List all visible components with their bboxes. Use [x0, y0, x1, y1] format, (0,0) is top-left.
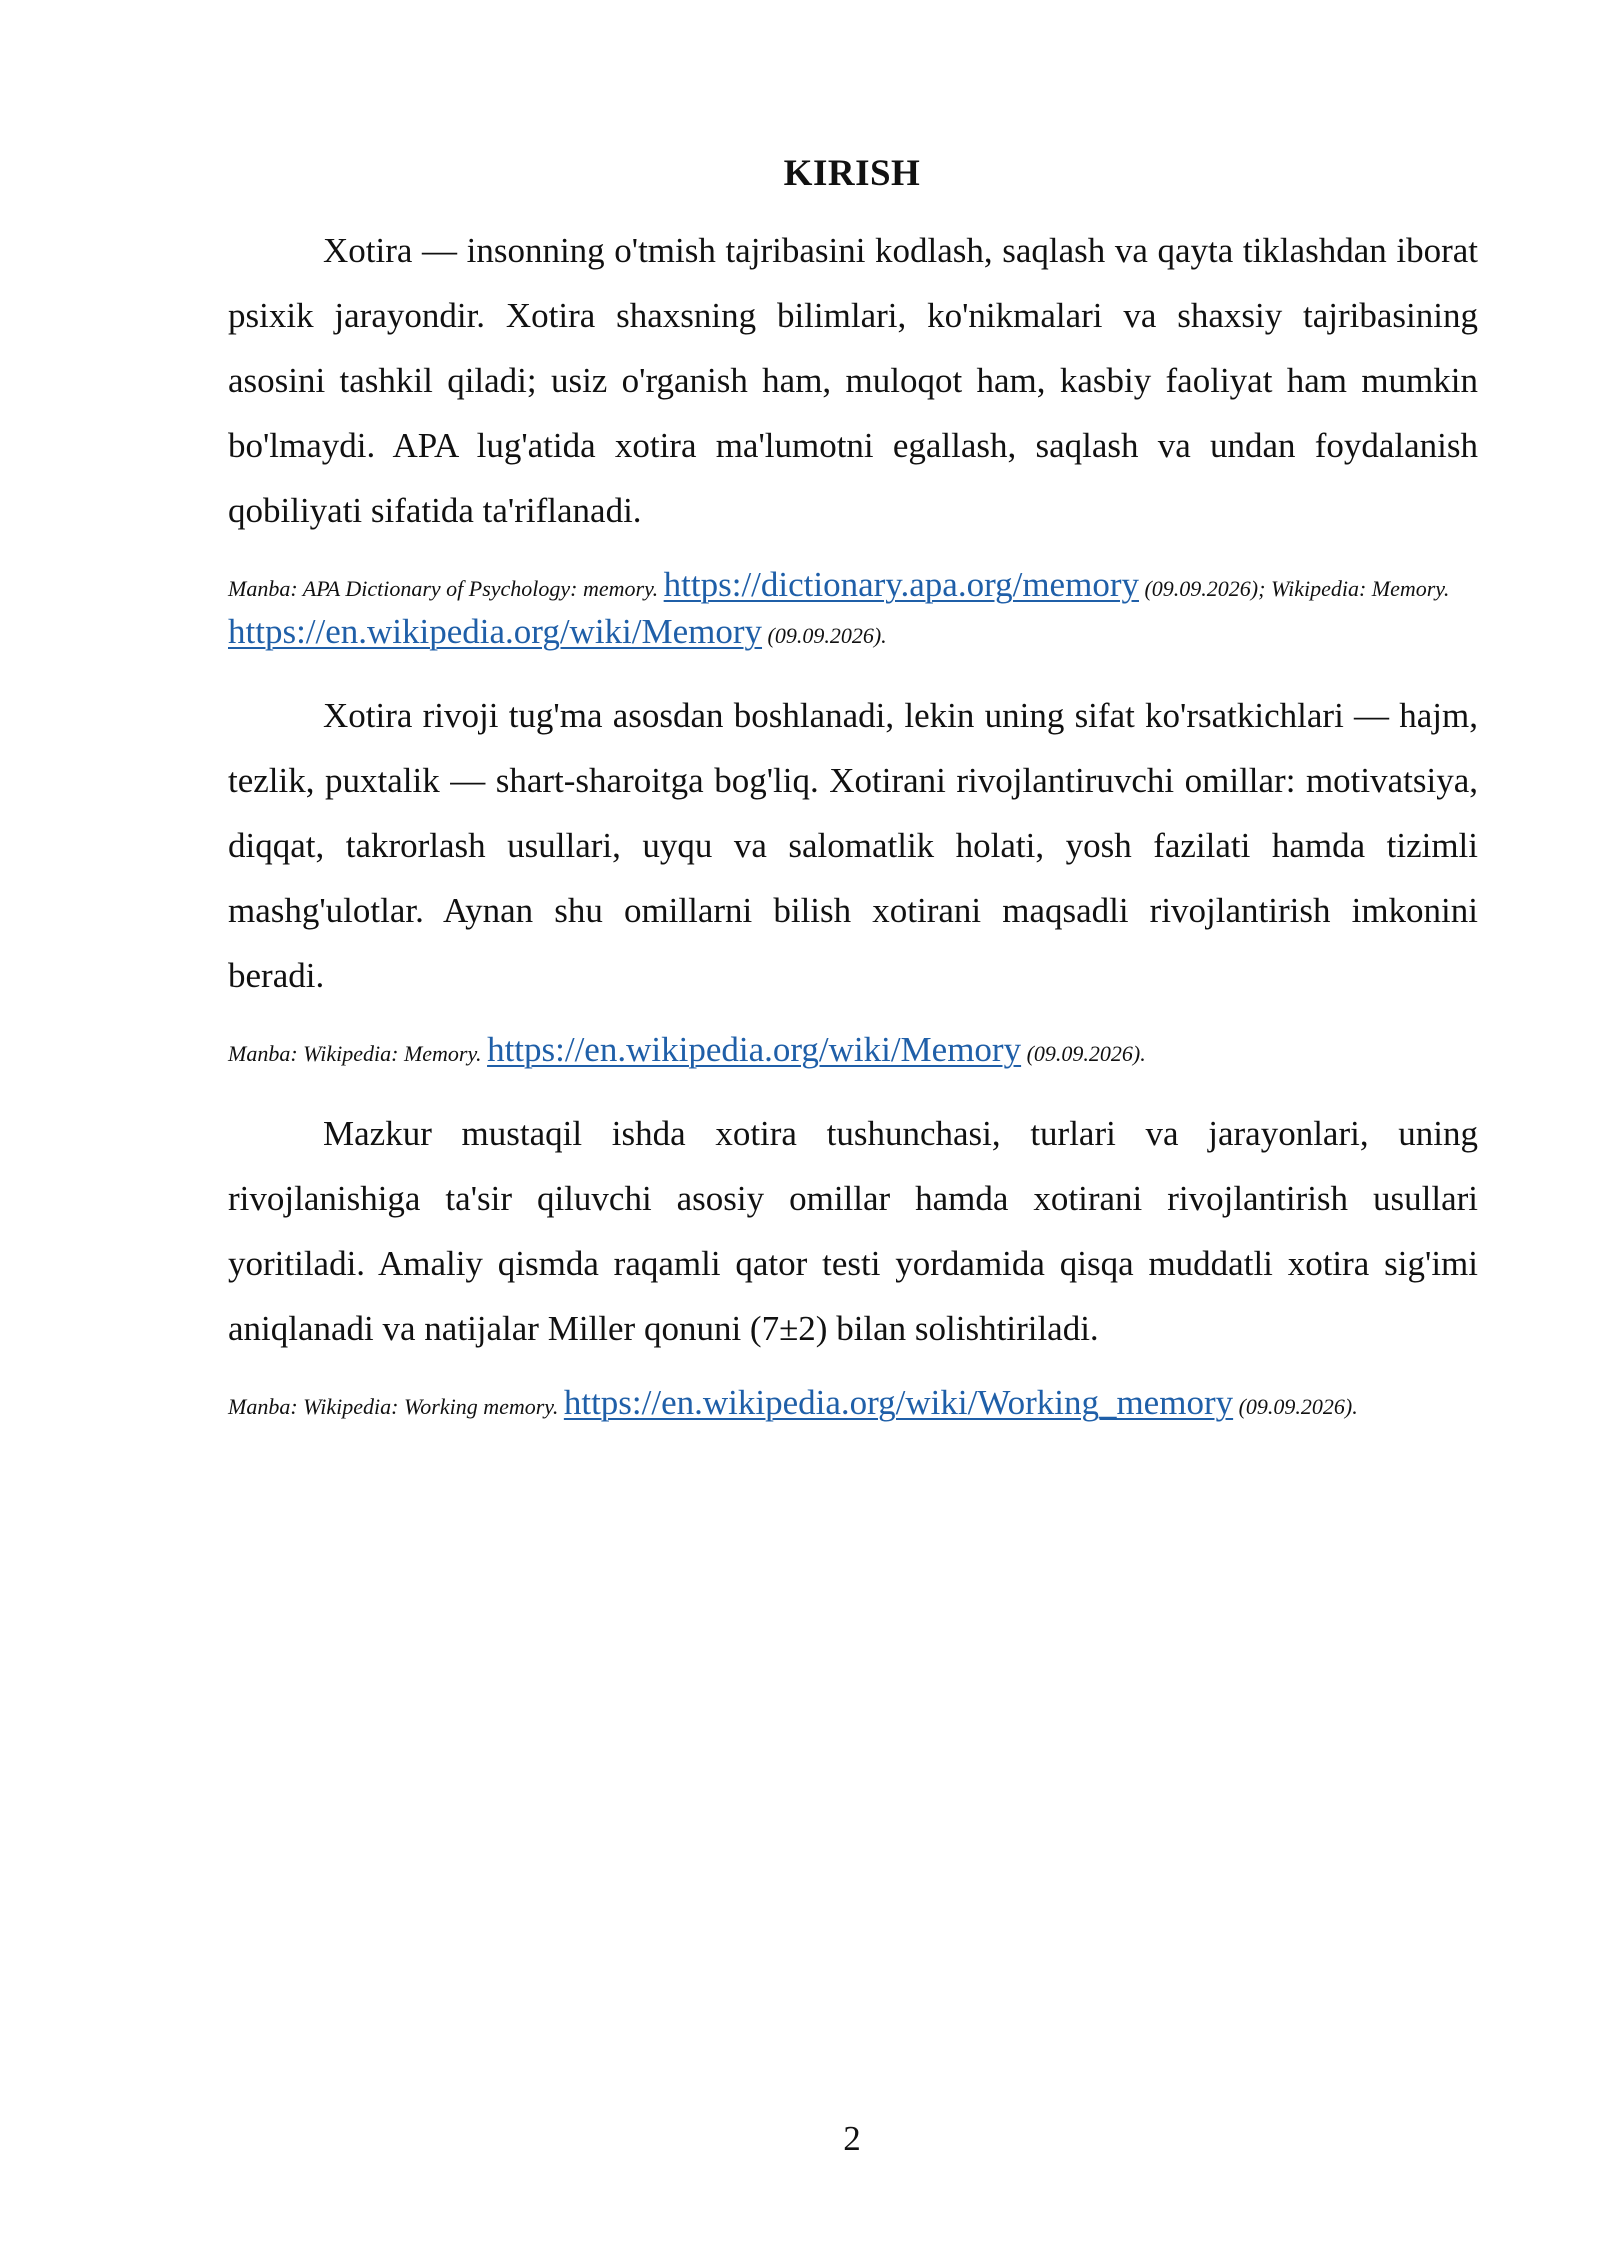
source-text: Manba: Wikipedia: Memory. [228, 1041, 488, 1066]
wikipedia-memory-link[interactable]: https://en.wikipedia.org/wiki/Memory [228, 612, 763, 651]
source-note-3 [228, 1381, 1478, 1428]
source-text: (09.09.2026); Wikipedia: Memory. [1138, 576, 1450, 601]
source-date: (09.09.2026). [1021, 1041, 1146, 1066]
paragraph-2: Xotira rivoji tug'ma asosdan boshlanadi, lekin uning sifat ko'rsatkichlari — hajm, tezlik, puxtalik — shart-sharoitga bog'liq. Xotirani rivojlantiruvchi omillar: motivatsiya, diqqat, takrorlash usullari, uyqu va salomatlik holati, yosh fazilati hamda tizimli mashg'ulotlar. Aynan shu omillarni bilish xotirani maqsadli rivojlantirish imkonini beradi. [228, 696, 1478, 995]
wikipedia-working-memory-link[interactable]: https://en.wikipedia.org/wiki/Working_memory [563, 1383, 1234, 1422]
source-note-1 [228, 563, 1478, 657]
apa-memory-link[interactable]: https://dictionary.apa.org/memory [663, 565, 1139, 604]
section-heading: KIRISH [783, 153, 921, 194]
paragraph-1: Xotira — insonning o'tmish tajribasini kodlash, saqlash va qayta tiklashdan iborat psixik jarayondir. Xotira shaxsning bilimlari, ko'nikmalari va shaxsiy tajribasining asosini tashkil qiladi; usiz o'rganish ham, muloqot ham, kasbiy faoliyat ham mumkin bo'lmaydi. APA lug'atida xotira ma'lumotni egallash, saqlash va undan foydalanish qobiliyati sifatida ta'riflanadi. [228, 231, 1478, 530]
source-date: (09.09.2026). [1233, 1394, 1358, 1419]
wikipedia-memory-link[interactable]: https://en.wikipedia.org/wiki/Memory [487, 1030, 1022, 1069]
page-number: 2 [843, 2119, 861, 2158]
source-note-2 [228, 1028, 1478, 1075]
source-date: (09.09.2026). [762, 623, 887, 648]
page-content [228, 218, 1478, 1454]
source-text: Manba: Wikipedia: Working memory. [228, 1394, 564, 1419]
paragraph-3: Mazkur mustaqil ishda xotira tushunchasi, turlari va jarayonlari, uning rivojlanishiga ta'sir qiluvchi asosiy omillar hamda xotirani rivojlantirish usullari yoritiladi. Amaliy qismda raqamli qator testi yordamida qisqa muddatli xotira sig'imi aniqlanadi va natijalar Miller qonuni (7±2) bilan solishtiriladi. [228, 1114, 1478, 1348]
source-text: Manba: APA Dictionary of Psychology: memory. [228, 576, 664, 601]
